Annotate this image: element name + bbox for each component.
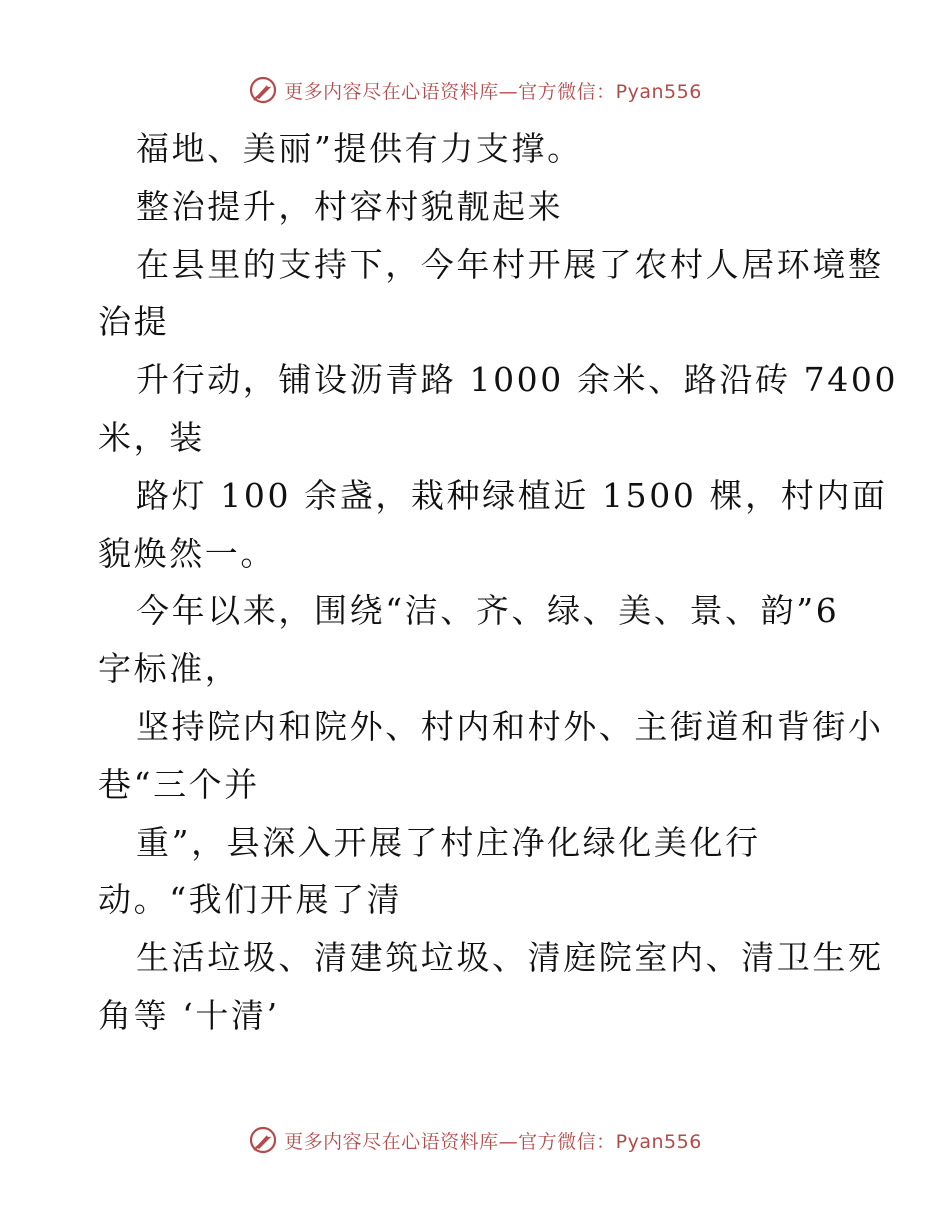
footer-watermark [0, 1120, 950, 1160]
text-line: 重”，县深入开展了村庄净化绿化美化行 [136, 822, 761, 862]
text-line: 今年以来，围绕“洁、齐、绿、美、景、韵”6 [136, 591, 840, 631]
text-line: 坚持院内和院外、村内和村外、主街道和背街小 [136, 706, 884, 746]
header-watermark [0, 70, 950, 110]
document-body [98, 120, 899, 1045]
text-line: 在县里的支持下，今年村开展了农村人居环境整 [136, 244, 884, 284]
text-line: 动。“我们开展了清 [98, 880, 403, 920]
text-line: 貌焕然一。 [98, 533, 276, 573]
text-line: 字标准， [98, 649, 241, 689]
quill-pen-seal-icon [248, 1125, 278, 1155]
quill-pen-seal-icon [248, 75, 278, 105]
text-line: 角等 ‘十清’ [98, 995, 280, 1035]
text-line: 升行动，铺设沥青路 1000 余米、路沿砖 7400 [136, 360, 899, 400]
header-watermark-text: 更多内容尽在心语资料库—官方微信：Pyan556 [284, 80, 702, 103]
section-heading: 整治提升，村容村貌靓起来 [136, 186, 564, 226]
text-line: 路灯 100 余盏，栽种绿植近 1500 棵，村内面 [136, 475, 888, 515]
text-line: 治提 [98, 302, 170, 342]
footer-watermark-text: 更多内容尽在心语资料库—官方微信：Pyan556 [284, 1130, 702, 1153]
text-line: 巷“三个并 [98, 764, 260, 804]
text-line: 福地、美丽”提供有力支撑。 [136, 129, 583, 168]
text-line: 生活垃圾、清建筑垃圾、清庭院室内、清卫生死 [136, 938, 884, 978]
text-line: 米，装 [98, 417, 205, 457]
